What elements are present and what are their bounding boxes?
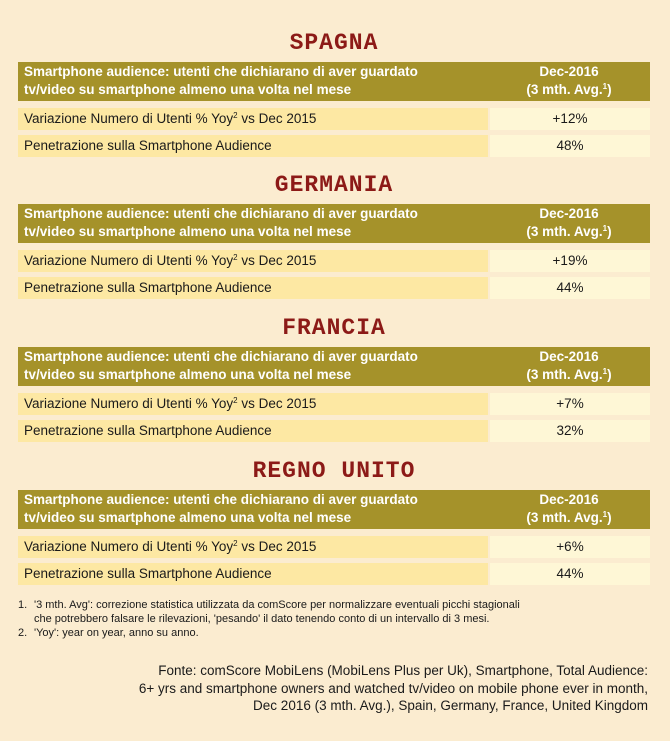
section-francia — [18, 313, 650, 442]
header-period — [488, 62, 650, 101]
footnote-number: 1. — [18, 599, 28, 611]
source-line3: Dec 2016 (3 mth. Avg.), Spain, Germany, France, United Kingdom — [253, 698, 648, 713]
section-regno-unito — [18, 456, 650, 585]
header-description — [18, 347, 488, 386]
row-value: +12% — [488, 108, 650, 130]
header-desc-line2: tv/video su smartphone almeno una volta nel mese — [24, 82, 352, 97]
row-label: Variazione Numero di Utenti % Yoy$^2$ vs Dec 2015 — [18, 536, 488, 558]
footnote-ref: 1 — [602, 510, 608, 519]
footnote-ref: 1 — [602, 82, 608, 91]
footnote-ref: 1 — [602, 367, 608, 376]
footnote-ref: 2 — [233, 111, 238, 120]
section-spagna — [18, 28, 650, 157]
row-value: 32% — [488, 420, 650, 442]
footnote-1-line2: che potrebbero falsare le rilevazioni, 'pesando' il dato tenendo conto di un intervallo di 3 mesi. — [34, 613, 490, 625]
header-description — [18, 204, 488, 243]
table-row-penetration — [18, 135, 650, 157]
table-row-penetration — [18, 277, 650, 299]
country-title: SPAGNA — [289, 30, 379, 56]
header-description — [18, 490, 488, 529]
header-period-line1: Dec-2016 — [539, 349, 599, 364]
country-title: GERMANIA — [274, 172, 394, 198]
footnote-ref: 2 — [233, 396, 238, 405]
table-header — [18, 490, 650, 531]
table-row-growth — [18, 536, 650, 558]
row-label: Variazione Numero di Utenti % Yoy$^2$ vs Dec 2015 — [18, 250, 488, 272]
row-value: 48% — [488, 135, 650, 157]
table-header — [18, 204, 650, 245]
header-period — [488, 204, 650, 243]
source-line2: 6+ yrs and smartphone owners and watched tv/video on mobile phone ever in month, — [138, 680, 648, 696]
header-desc-line2: tv/video su smartphone almeno una volta nel mese — [24, 367, 352, 382]
header-period-line1: Dec-2016 — [539, 206, 599, 221]
row-label: Penetrazione sulla Smartphone Audience — [18, 420, 488, 442]
footnote-1-line1: '3 mth. Avg': correzione statistica utilizzata da comScore per normalizzare eventuali picchi stagionali — [34, 599, 520, 611]
header-period-line1: Dec-2016 — [539, 64, 599, 79]
footnote-number: 2. — [18, 627, 28, 639]
header-description — [18, 62, 488, 101]
header-period — [488, 490, 650, 529]
footnote-ref: 1 — [602, 224, 608, 233]
header-period-line2: (3 mth. Avg.$^1$) — [526, 510, 612, 525]
table-row-growth — [18, 393, 650, 415]
footnote-2-line1: 'Yoy': year on year, anno su anno. — [34, 627, 199, 639]
row-label: Variazione Numero di Utenti % Yoy$^2$ vs Dec 2015 — [18, 393, 488, 415]
row-label: Penetrazione sulla Smartphone Audience — [18, 135, 488, 157]
header-period-line2: (3 mth. Avg.$^1$) — [526, 367, 612, 382]
row-value: 44% — [488, 563, 650, 585]
row-value: +19% — [488, 250, 650, 272]
row-label: Penetrazione sulla Smartphone Audience — [18, 277, 488, 299]
country-title: REGNO UNITO — [252, 458, 416, 484]
header-desc-line2: tv/video su smartphone almeno una volta nel mese — [24, 224, 352, 239]
table-header — [18, 347, 650, 388]
row-label: Variazione Numero di Utenti % Yoy$^2$ vs Dec 2015 — [18, 108, 488, 130]
header-period-line2: (3 mth. Avg.$^1$) — [526, 224, 612, 239]
footnote-2 — [18, 626, 658, 640]
header-desc-line1: Smartphone audience: utenti che dichiarano di aver guardato — [24, 64, 418, 79]
table-row-penetration — [18, 563, 650, 585]
table-header — [18, 62, 650, 103]
footnote-ref: 2 — [233, 539, 238, 548]
source-line1: Fonte: comScore MobiLens (MobiLens Plus per Uk), Smartphone, Total Audience: — [158, 663, 648, 678]
row-label: Penetrazione sulla Smartphone Audience — [18, 563, 488, 585]
table-row-growth — [18, 250, 650, 272]
footnotes — [18, 598, 658, 640]
header-desc-line1: Smartphone audience: utenti che dichiarano di aver guardato — [24, 349, 418, 364]
header-desc-line1: Smartphone audience: utenti che dichiarano di aver guardato — [24, 206, 418, 221]
table-row-growth — [18, 108, 650, 130]
header-period-line2: (3 mth. Avg.$^1$) — [526, 82, 612, 97]
section-germania — [18, 170, 650, 299]
footnote-1 — [18, 598, 658, 626]
header-desc-line1: Smartphone audience: utenti che dichiarano di aver guardato — [24, 492, 418, 507]
table-row-penetration — [18, 420, 650, 442]
source-credit — [48, 662, 648, 715]
header-period — [488, 347, 650, 386]
footnote-ref: 2 — [233, 253, 238, 262]
header-desc-line2: tv/video su smartphone almeno una volta nel mese — [24, 510, 352, 525]
row-value: 44% — [488, 277, 650, 299]
header-period-line1: Dec-2016 — [539, 492, 599, 507]
row-value: +6% — [488, 536, 650, 558]
country-title: FRANCIA — [282, 315, 386, 341]
row-value: +7% — [488, 393, 650, 415]
